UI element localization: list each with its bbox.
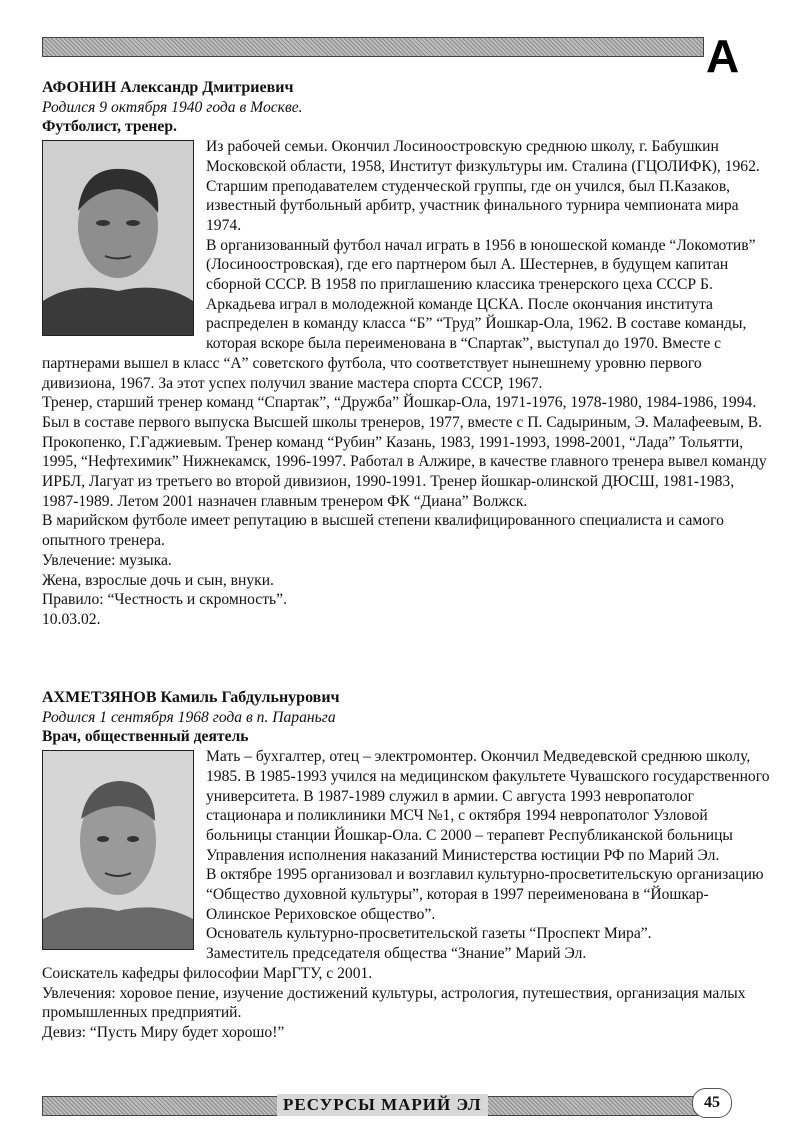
footer (42, 1090, 742, 1118)
portrait-photo (42, 140, 194, 336)
bio-paragraph: Из рабочей семьи. Окончил Лосиноостровскую среднюю школу, г. Бабушкин Московской области, 1958, Институт физкультуры им. Сталина (ГЦОЛИФК), 1962. Старшим преподавателем студенческой группы, где он учился, был П.Казаков, известный футбольный арбитр, участник финального турнира чемпионата мира 1974. (206, 138, 760, 234)
footer-title: РЕСУРСЫ МАРИЙ ЭЛ (277, 1094, 488, 1116)
bio-paragraph: Мать – бухгалтер, отец – электромонтер. Окончил Медведевской среднюю школу, 1985. В 1985-1993 учился на медицинском факультете Чувашского государственного университета. В 1987-1989 служил в армии. С августа 1993 невропатолог стационара и поликлиники МСЧ №1, с октября 1994 невропатолог Узловой больницы станции Йошкар-Ола. С 2000 – терапевт Республиканской больницы Управления исполнения наказаний Министерства юстиции РФ по Марий Эл. (206, 748, 770, 864)
portrait-image (43, 141, 193, 335)
bio-paragraph: В октябре 1995 организовал и возглавил культурно-просветительскую организацию “Общество духовной культуры”, которая в 1997 переименована в “Йошкар-Олинское Рериховское общество”. (206, 866, 764, 923)
entry-birth: Родился 9 октября 1940 года в Москве. (42, 98, 303, 116)
entry-bio (42, 747, 772, 1043)
bio-paragraph: В марийском футболе имеет репутацию в высшей степени квалифицированного специалиста и самого опытного тренера. (42, 512, 724, 550)
bio-paragraph: В организованный футбол начал играть в 1956 в юношеской команде “Локомотив” (Лосиноостровская), где его партнером был А. Шестернев, в будущем капитан сборной СССР. В 1958 по приглашению классика тренерского цеха СССР Б. Аркадьева играл в молодежной команде ЦСКА. После окончания института распределен в команду класса “Б” “Труд” Йошкар-Ола, 1962. В составе команды, которая вскоре была переименована в “Спартак”, выступал до 1970. Вместе с партнерами вышел в класс “А” советского футбола, что соответствует нынешнему уровню первого дивизиона, 1967. За этот успех получил звание мастера спорта СССР, 1967. (42, 236, 756, 392)
entry-bio (42, 137, 772, 630)
header-band (42, 37, 704, 57)
entry-birth: Родился 1 сентября 1968 года в п. Параньга (42, 708, 336, 726)
portrait-image (43, 751, 193, 949)
bio-date: 10.03.02. (42, 610, 101, 628)
bio-paragraph: Увлечения: хоровое пение, изучение достижений культуры, астрология, путешествия, организация малых промышленных предприятий. (42, 984, 746, 1022)
bio-paragraph: Заместитель председателя общества “Знание” Марий Эл. (206, 945, 587, 963)
page-number: 45 (692, 1088, 732, 1118)
entry-afonin (42, 78, 772, 630)
entry-profession: Футболист, тренер. (42, 118, 177, 136)
section-letter: А (706, 30, 740, 82)
bio-paragraph: Основатель культурно-просветительской газеты “Проспект Мира”. (206, 925, 652, 943)
entry-name: АХМЕТЗЯНОВ Камиль Габдульнурович (42, 689, 340, 706)
bio-paragraph: Соискатель кафедры философии МарГТУ, с 2001. (42, 964, 373, 982)
bio-paragraph: Правило: “Честность и скромность”. (42, 591, 287, 609)
bio-paragraph: Увлечение: музыка. (42, 551, 172, 569)
entry-profession: Врач, общественный деятель (42, 728, 249, 746)
entry-akhmetzyanov (42, 688, 772, 1043)
bio-paragraph: Тренер, старший тренер команд “Спартак”, “Дружба” Йошкар-Ола, 1971-1976, 1978-1980, 1984-1986, 1994. Был в составе первого выпуска Высшей школы тренеров, 1977, вместе с П. Садыриным, Э. Малафеевым, В. Прокопенко, Г.Гаджиевым. Тренер команд “Рубин” Казань, 1983, 1991-1993, 1998-2001, “Лада” Тольятти, 1995, “Нефтехимик” Нижнекамск, 1996-1997. Работал в Алжире, в качестве главного тренера вывел команду ИРБЛ, Лагуат из третьего во второй дивизион, 1990-1991. Тренер йошкар-олинской ДЮСШ, 1981-1983, 1987-1989. Летом 2001 назначен главным тренером ФК “Диана” Волжск. (42, 394, 767, 510)
bio-motto: Девиз: “Пусть Миру будет хорошо!” (42, 1023, 285, 1041)
bio-paragraph: Жена, взрослые дочь и сын, внуки. (42, 571, 274, 589)
entry-name: АФОНИН Александр Дмитриевич (42, 79, 294, 96)
portrait-photo (42, 750, 194, 950)
